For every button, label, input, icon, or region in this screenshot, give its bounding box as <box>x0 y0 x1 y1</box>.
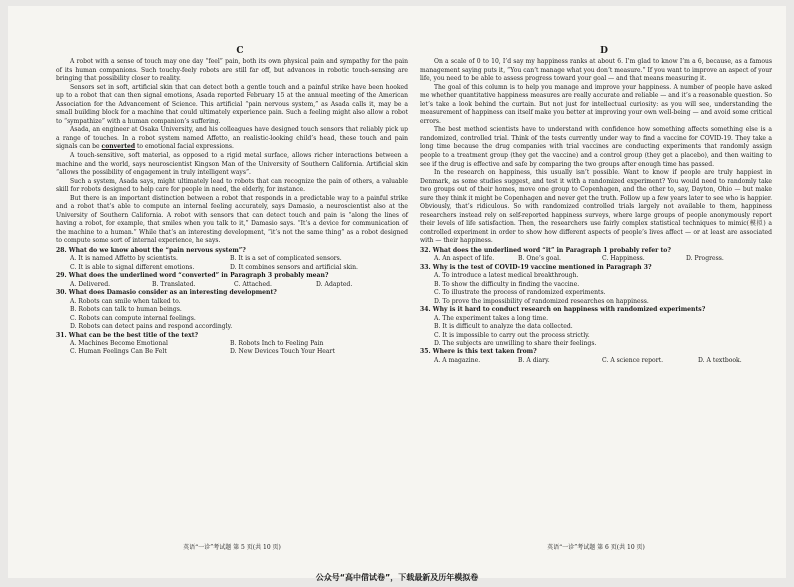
question-32-option-a[interactable]: A. An aspect of life. <box>434 255 495 263</box>
question-35-options-row <box>420 357 772 365</box>
question-30-option-b[interactable]: B. Robots can talk to human beings. <box>70 306 182 314</box>
passage-c-paragraph-3: Asada, an engineer at Osaka University, and his colleagues have designed touch sensors that reliably pick up a range of touches. In a robot system named Affetto, an realistic-looking child’s head, these touch and pain signals can be converted to emotional facial expressions. <box>56 126 408 151</box>
right-page-footer: 英语“一诊”考试题 第 6 页(共 10 页) <box>547 544 645 551</box>
question-34-option-b[interactable]: B. It is difficult to analyze the data collected. <box>434 323 573 331</box>
question-32-option-c[interactable]: C. Happiness. <box>602 255 645 263</box>
question-32-stem: 32. What does the underlined word “it” in Paragraph 1 probably refer to? <box>420 247 671 255</box>
question-31-option-d[interactable]: D. New Devices Touch Your Heart <box>230 348 335 356</box>
passage-d-paragraph: The goal of this column is to help you manage and improve your happiness. A number of people have asked me whether quantitative happiness measures are really accurate and reliable — and it’s a reasonable question. So let’s take a look behind the curtain. But not just for intellectual curiosity: as you will see, understanding the measurement of happiness can itself make you better at improving your own well-being — and avoid some critical errors. <box>420 83 772 125</box>
question-30-option-d[interactable]: D. Robots can detect pains and respond accordingly. <box>70 323 233 331</box>
question-28-option-a[interactable]: A. It is named Affetto by scientists. <box>70 255 178 263</box>
question-29-option-c[interactable]: C. Attached. <box>234 280 272 288</box>
question-31-option-a[interactable]: A. Machines Become Emotional <box>70 340 168 348</box>
question-32-option-b[interactable]: B. One’s goal. <box>518 255 561 263</box>
question-32-option-d[interactable]: D. Progress. <box>686 255 724 263</box>
question-33-stem: 33. Why is the test of COVID-19 vaccine mentioned in Paragraph 3? <box>420 263 652 271</box>
question-28-options-row <box>56 264 408 272</box>
exam-sheet <box>8 6 786 578</box>
question-28-option-b[interactable]: B. It is a set of complicated sensors. <box>230 255 342 263</box>
question-33-option-b[interactable]: B. To show the difficulty in finding the vaccine. <box>434 280 580 288</box>
question-29-stem: 29. What does the underlined word “converted” in Paragraph 3 probably mean? <box>56 272 329 280</box>
left-page-footer: 英语“一诊”考试题 第 5 页(共 10 页) <box>183 544 281 551</box>
question-30-option-c[interactable]: C. Robots can compute internal feelings. <box>70 314 196 322</box>
question-35-option-c[interactable]: C. A science report. <box>602 356 664 364</box>
question-35-stem: 35. Where is this text taken from? <box>420 348 537 356</box>
question-33-option-a[interactable]: A. To introduce a latest medical breakthrough. <box>434 272 579 280</box>
underlined-word-converted: converted <box>101 143 136 151</box>
question-35-option-d[interactable]: D. A textbook. <box>698 356 742 364</box>
passage-d-paragraph: In the research on happiness, this usually isn’t possible. Want to know if people are truly happiest in Denmark, as some studies suggest, and test it with a randomized experiment? You would need to randomly take two groups out of their homes, move one group to Copenhagen, and the other to, say, Dayton, Ohio — but make sure they think it might be Copenhagen and never get the truth. Follow up a few years later to see who is happier. Obviously, that’s ridiculous. So with randomized controlled trials largely not available to them, happiness researchers instead rely on self-reported happiness surveys, where large groups of people anonymously report their levels of life satisfaction. Then, the researchers use fairly complex statistical techniques to mimic(模拟) a controlled experiment in order to show how different aspects of people’s lives affect — or at least are associated with — their happiness. <box>420 169 772 245</box>
passage-d-paragraph: On a scale of 0 to 10, I’d say my happiness ranks at about 6. I’m glad to know I’m a 6, because, as a famous management saying puts it, “You can’t manage what you don’t measure.” If you want to improve an aspect of your life, you need to be able to assess progress toward your goal — and that means measuring it. <box>420 58 772 83</box>
questions-28-31 <box>56 247 408 357</box>
question-28-stem: 28. What do we know about the “pain nervous system”? <box>56 247 246 255</box>
bottom-note: 公众号“高中借试卷”，下载最新及历年模拟卷 <box>315 573 479 582</box>
question-29-option-b[interactable]: B. Translated. <box>152 280 196 288</box>
question-34-option-d[interactable]: D. The subjects are unwilling to share their feelings. <box>434 340 597 348</box>
left-column <box>56 58 408 357</box>
question-30-option-a[interactable]: A. Robots can smile when talked to. <box>70 297 181 305</box>
question-30-stem: 30. What does Damasio consider as an interesting development? <box>56 289 277 297</box>
question-29-options-row <box>56 281 408 289</box>
question-33-option-c[interactable]: C. To illustrate the process of randomized experiments. <box>434 289 606 297</box>
passage-c-letter: C <box>236 46 244 56</box>
question-28-option-d[interactable]: D. It combines sensors and artificial skin. <box>230 263 358 271</box>
passage-c-paragraph: A robot with a sense of touch may one day “feel” pain, both its own physical pain and sympathy for the pain of its human companions. Such touchy-feely robots are still far off, but advances in robotic touch-sensing are bringing that possibility closer to reality. <box>56 58 408 83</box>
questions-32-35 <box>420 247 772 365</box>
right-column <box>420 58 772 365</box>
question-31-option-c[interactable]: C. Human Feelings Can Be Felt <box>70 348 167 356</box>
question-31-options-row <box>56 348 408 356</box>
question-34-stem: 34. Why is it hard to conduct research on happiness with randomized experiments? <box>420 306 706 314</box>
question-34-option-c[interactable]: C. It is impossible to carry out the process strictly. <box>434 331 590 339</box>
passage-d-letter: D <box>600 46 608 56</box>
passage-c-paragraph: Sensors set in soft, artificial skin that can detect both a gentle touch and a painful strike have been hooked up to a robot that can then signal emotions, Asada reported February 15 at the annual meeting of the American Association for the Advancement of Science. This artificial “pain nervous system,” as Asada calls it, may be a small building block for a machine that could ultimately experience pain. Such a feeling might also allow a robot to “sympathize” with a human companion’s suffering. <box>56 83 408 125</box>
passage-d-paragraph: The best method scientists have to understand with confidence how something affects something else is a randomized, controlled trial. Think of the tests currently under way to find a vaccine for COVID-19. They take a long time because the drug companies with trial vaccines are conducting experiments that randomly assign people to a treatment group (they get the vaccine) and a control group (they get a placebo), and then waiting to see if the drug is effective and safe by comparing the two groups after enough time has passed. <box>420 126 772 168</box>
question-35-option-b[interactable]: B. A diary. <box>518 356 550 364</box>
question-32-options-row <box>420 255 772 263</box>
question-35-option-a[interactable]: A. A magazine. <box>434 356 481 364</box>
passage-c-paragraph: A touch-sensitive, soft material, as opposed to a rigid metal surface, allows richer interactions between a machine and the world, says neuroscientist Kingson Man of the University of Southern California. Artificial skin “allows the possibility of engagement in truly intelligent ways”. <box>56 152 408 177</box>
question-29-option-d[interactable]: D. Adapted. <box>316 280 353 288</box>
passage-c-paragraph: Such a system, Asada says, might ultimately lead to robots that can recognize the pain of others, a valuable skill for robots designed to help care for people in need, the elderly, for instance. <box>56 177 408 194</box>
question-31-stem: 31. What can be the best title of the text? <box>56 331 199 339</box>
question-28-options-row <box>56 255 408 263</box>
question-34-option-a[interactable]: A. The experiment takes a long time. <box>434 314 549 322</box>
question-31-options-row <box>56 340 408 348</box>
question-29-option-a[interactable]: A. Delivered. <box>70 280 111 288</box>
question-33-option-d[interactable]: D. To prove the impossibility of randomized researches on happiness. <box>434 297 649 305</box>
question-28-option-c[interactable]: C. It is able to signal different emotions. <box>70 263 195 271</box>
question-31-option-b[interactable]: B. Robots Inch to Feeling Pain <box>230 340 324 348</box>
passage-c-paragraph: But there is an important distinction between a robot that responds in a predictable way to a painful strike and a robot that’s able to compute an internal feeling accurately, says Damasio, a neuroscientist also at the University of Southern California. A robot with sensors that can detect touch and pain is “along the lines of having a robot, for example, that smiles when you talk to it,” Damasio says. “It’s a device for communication of the machine to a human.” While that’s an interesting development, “it’s not the same thing” as a robot designed to compute some sort of internal experience, he says. <box>56 194 408 245</box>
